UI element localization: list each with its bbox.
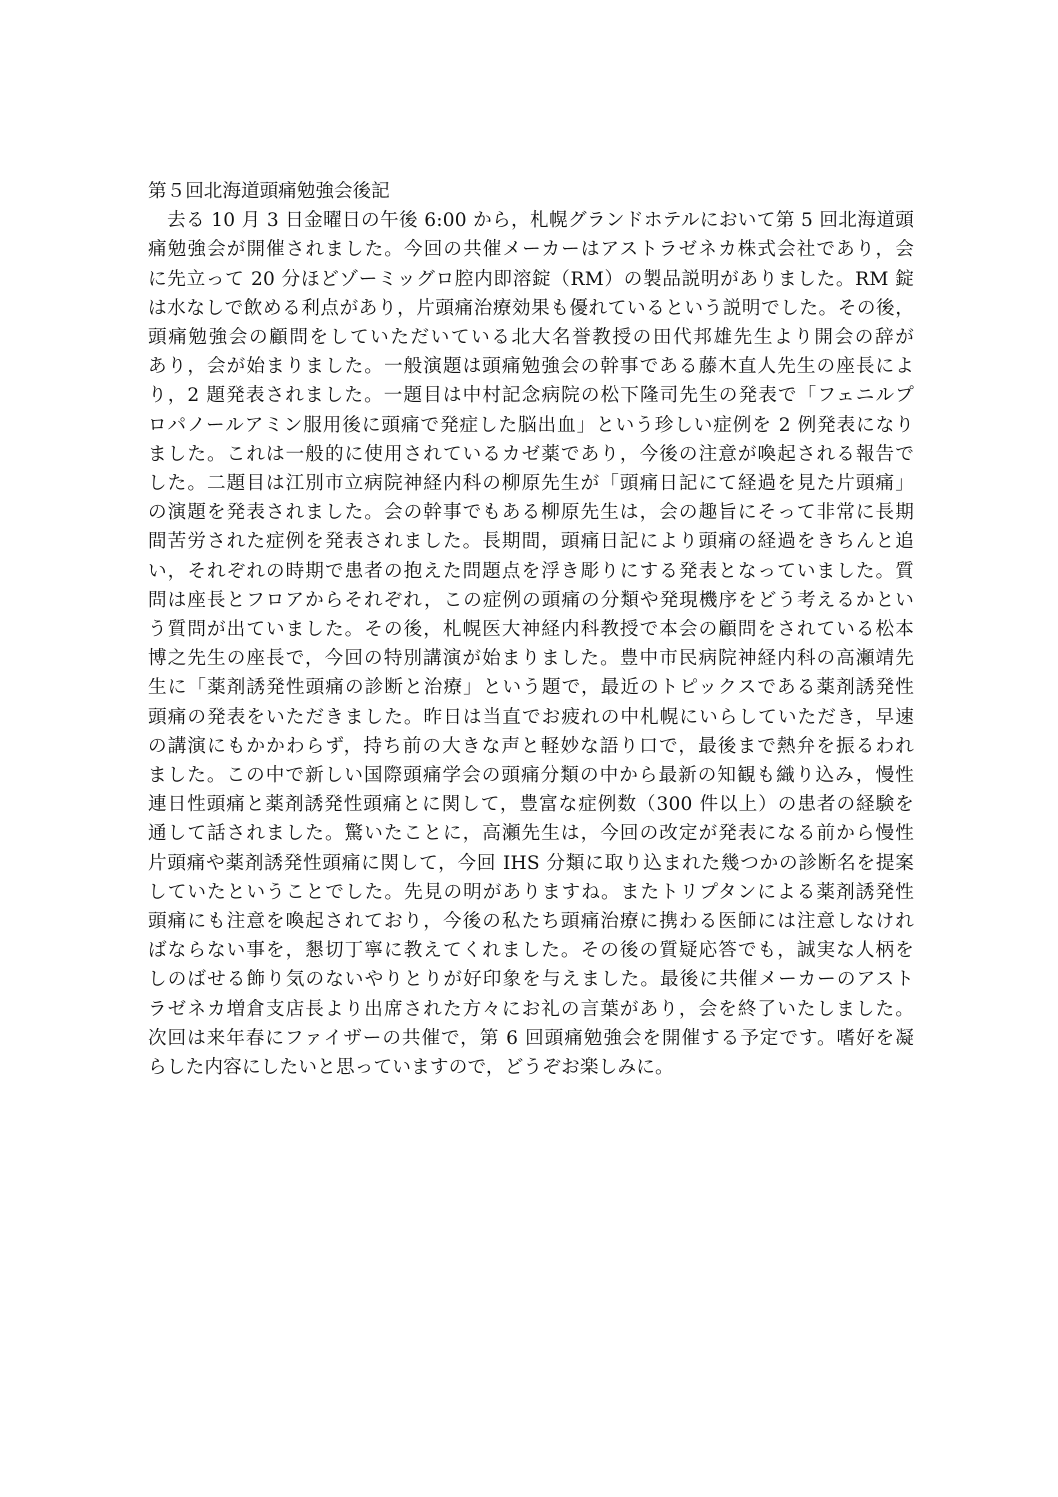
paragraph-line: 通して話されました。驚いたことに，高瀬先生は，今回の改定が発表になる前から慢性 xyxy=(148,823,914,845)
paragraph-line: り，2 題発表されました。一題目は中村記念病院の松下隆司先生の発表で「フェニルプ xyxy=(148,385,914,407)
paragraph-line: 頭痛勉強会の顧問をしていただいている北大名誉教授の田代邦雄先生より開会の辞が xyxy=(148,327,914,349)
paragraph-line: ロパノールアミン服用後に頭痛で発症した脳出血」という珍しい症例を 2 例発表になり xyxy=(148,414,914,436)
paragraph-line: ました。この中で新しい国際頭痛学会の頭痛分類の中から最新の知観も織り込み，慢性 xyxy=(148,765,914,787)
paragraph-line: していたということでした。先見の明がありますね。またトリプタンによる薬剤誘発性 xyxy=(148,881,914,903)
paragraph-line: 去る 10 月 3 日金曜日の午後 6:00 から，札幌グランドホテルにおいて第 5 回北海道頭 xyxy=(167,210,914,232)
paragraph-line: らした内容にしたいと思っていますので，どうぞお楽しみに。 xyxy=(148,1057,674,1079)
paragraph-line: ばならない事を，懇切丁寧に教えてくれました。その後の質疑応答でも，誠実な人柄を xyxy=(148,940,914,962)
paragraph-line: した。二題目は江別市立病院神経内科の柳原先生が「頭痛日記にて経過を見た片頭痛」 xyxy=(148,473,914,495)
paragraph-line: 片頭痛や薬剤誘発性頭痛に関して，今回 IHS 分類に取り込まれた幾つかの診断名を提案 xyxy=(148,852,914,874)
paragraph-line: しのばせる飾り気のないやりとりが好印象を与えました。最後に共催メーカーのアスト xyxy=(148,969,914,991)
paragraph-line: に先立って 20 分ほどゾーミッグロ腔内即溶錠（RM）の製品説明がありました。RM 錠 xyxy=(148,268,914,290)
document-title: 第５回北海道頭痛勉強会後記 xyxy=(148,181,390,202)
paragraph-line: ました。これは一般的に使用されているカゼ薬であり，今後の注意が喚起される報告で xyxy=(148,443,914,465)
paragraph-line: 痛勉強会が開催されました。今回の共催メーカーはアストラゼネカ株式会社であり，会 xyxy=(148,239,914,261)
paragraph-line: 次回は来年春にファイザーの共催で，第 6 回頭痛勉強会を開催する予定です。嗜好を凝 xyxy=(148,1027,914,1049)
paragraph-line: う質問が出ていました。その後，札幌医大神経内科教授で本会の顧問をされている松本 xyxy=(148,619,914,641)
paragraph-line: 連日性頭痛と薬剤誘発性頭痛とに関して，豊富な症例数（300 件以上）の患者の経験を xyxy=(148,794,914,816)
paragraph-line: 博之先生の座長で，今回の特別講演が始まりました。豊中市民病院神経内科の高瀬靖先 xyxy=(148,648,914,670)
paragraph-line: い，それぞれの時期で患者の抱えた問題点を浮き彫りにする発表となっていました。質 xyxy=(148,560,914,582)
paragraph-line: ラゼネカ増倉支店長より出席された方々にお礼の言葉があり，会を終了いたしました。 xyxy=(148,998,914,1020)
body-paragraph xyxy=(148,206,914,1082)
paragraph-line: の講演にもかかわらず，持ち前の大きな声と軽妙な語り口で，最後まで熱弁を振るわれ xyxy=(148,735,914,757)
paragraph-line: 間苦労された症例を発表されました。長期間，頭痛日記により頭痛の経過をきちんと追 xyxy=(148,531,914,553)
paragraph-line: 頭痛にも注意を喚起されており，今後の私たち頭痛治療に携わる医師には注意しなけれ xyxy=(148,911,914,933)
paragraph-line: あり，会が始まりました。一般演題は頭痛勉強会の幹事である藤木直人先生の座長によ xyxy=(148,356,914,378)
document-body xyxy=(148,177,914,1082)
paragraph-line: は水なしで飲める利点があり，片頭痛治療効果も優れているという説明でした。その後， xyxy=(148,297,914,319)
paragraph-line: の演題を発表されました。会の幹事でもある柳原先生は，会の趣旨にそって非常に長期 xyxy=(148,502,914,524)
paragraph-line: 問は座長とフロアからそれぞれ，この症例の頭痛の分類や発現機序をどう考えるかとい xyxy=(148,589,914,611)
paragraph-line: 頭痛の発表をいただきました。昨日は当直でお疲れの中札幌にいらしていただき，早速 xyxy=(148,706,914,728)
paragraph-line: 生に「薬剤誘発性頭痛の診断と治療」という題で，最近のトピックスである薬剤誘発性 xyxy=(148,677,914,699)
